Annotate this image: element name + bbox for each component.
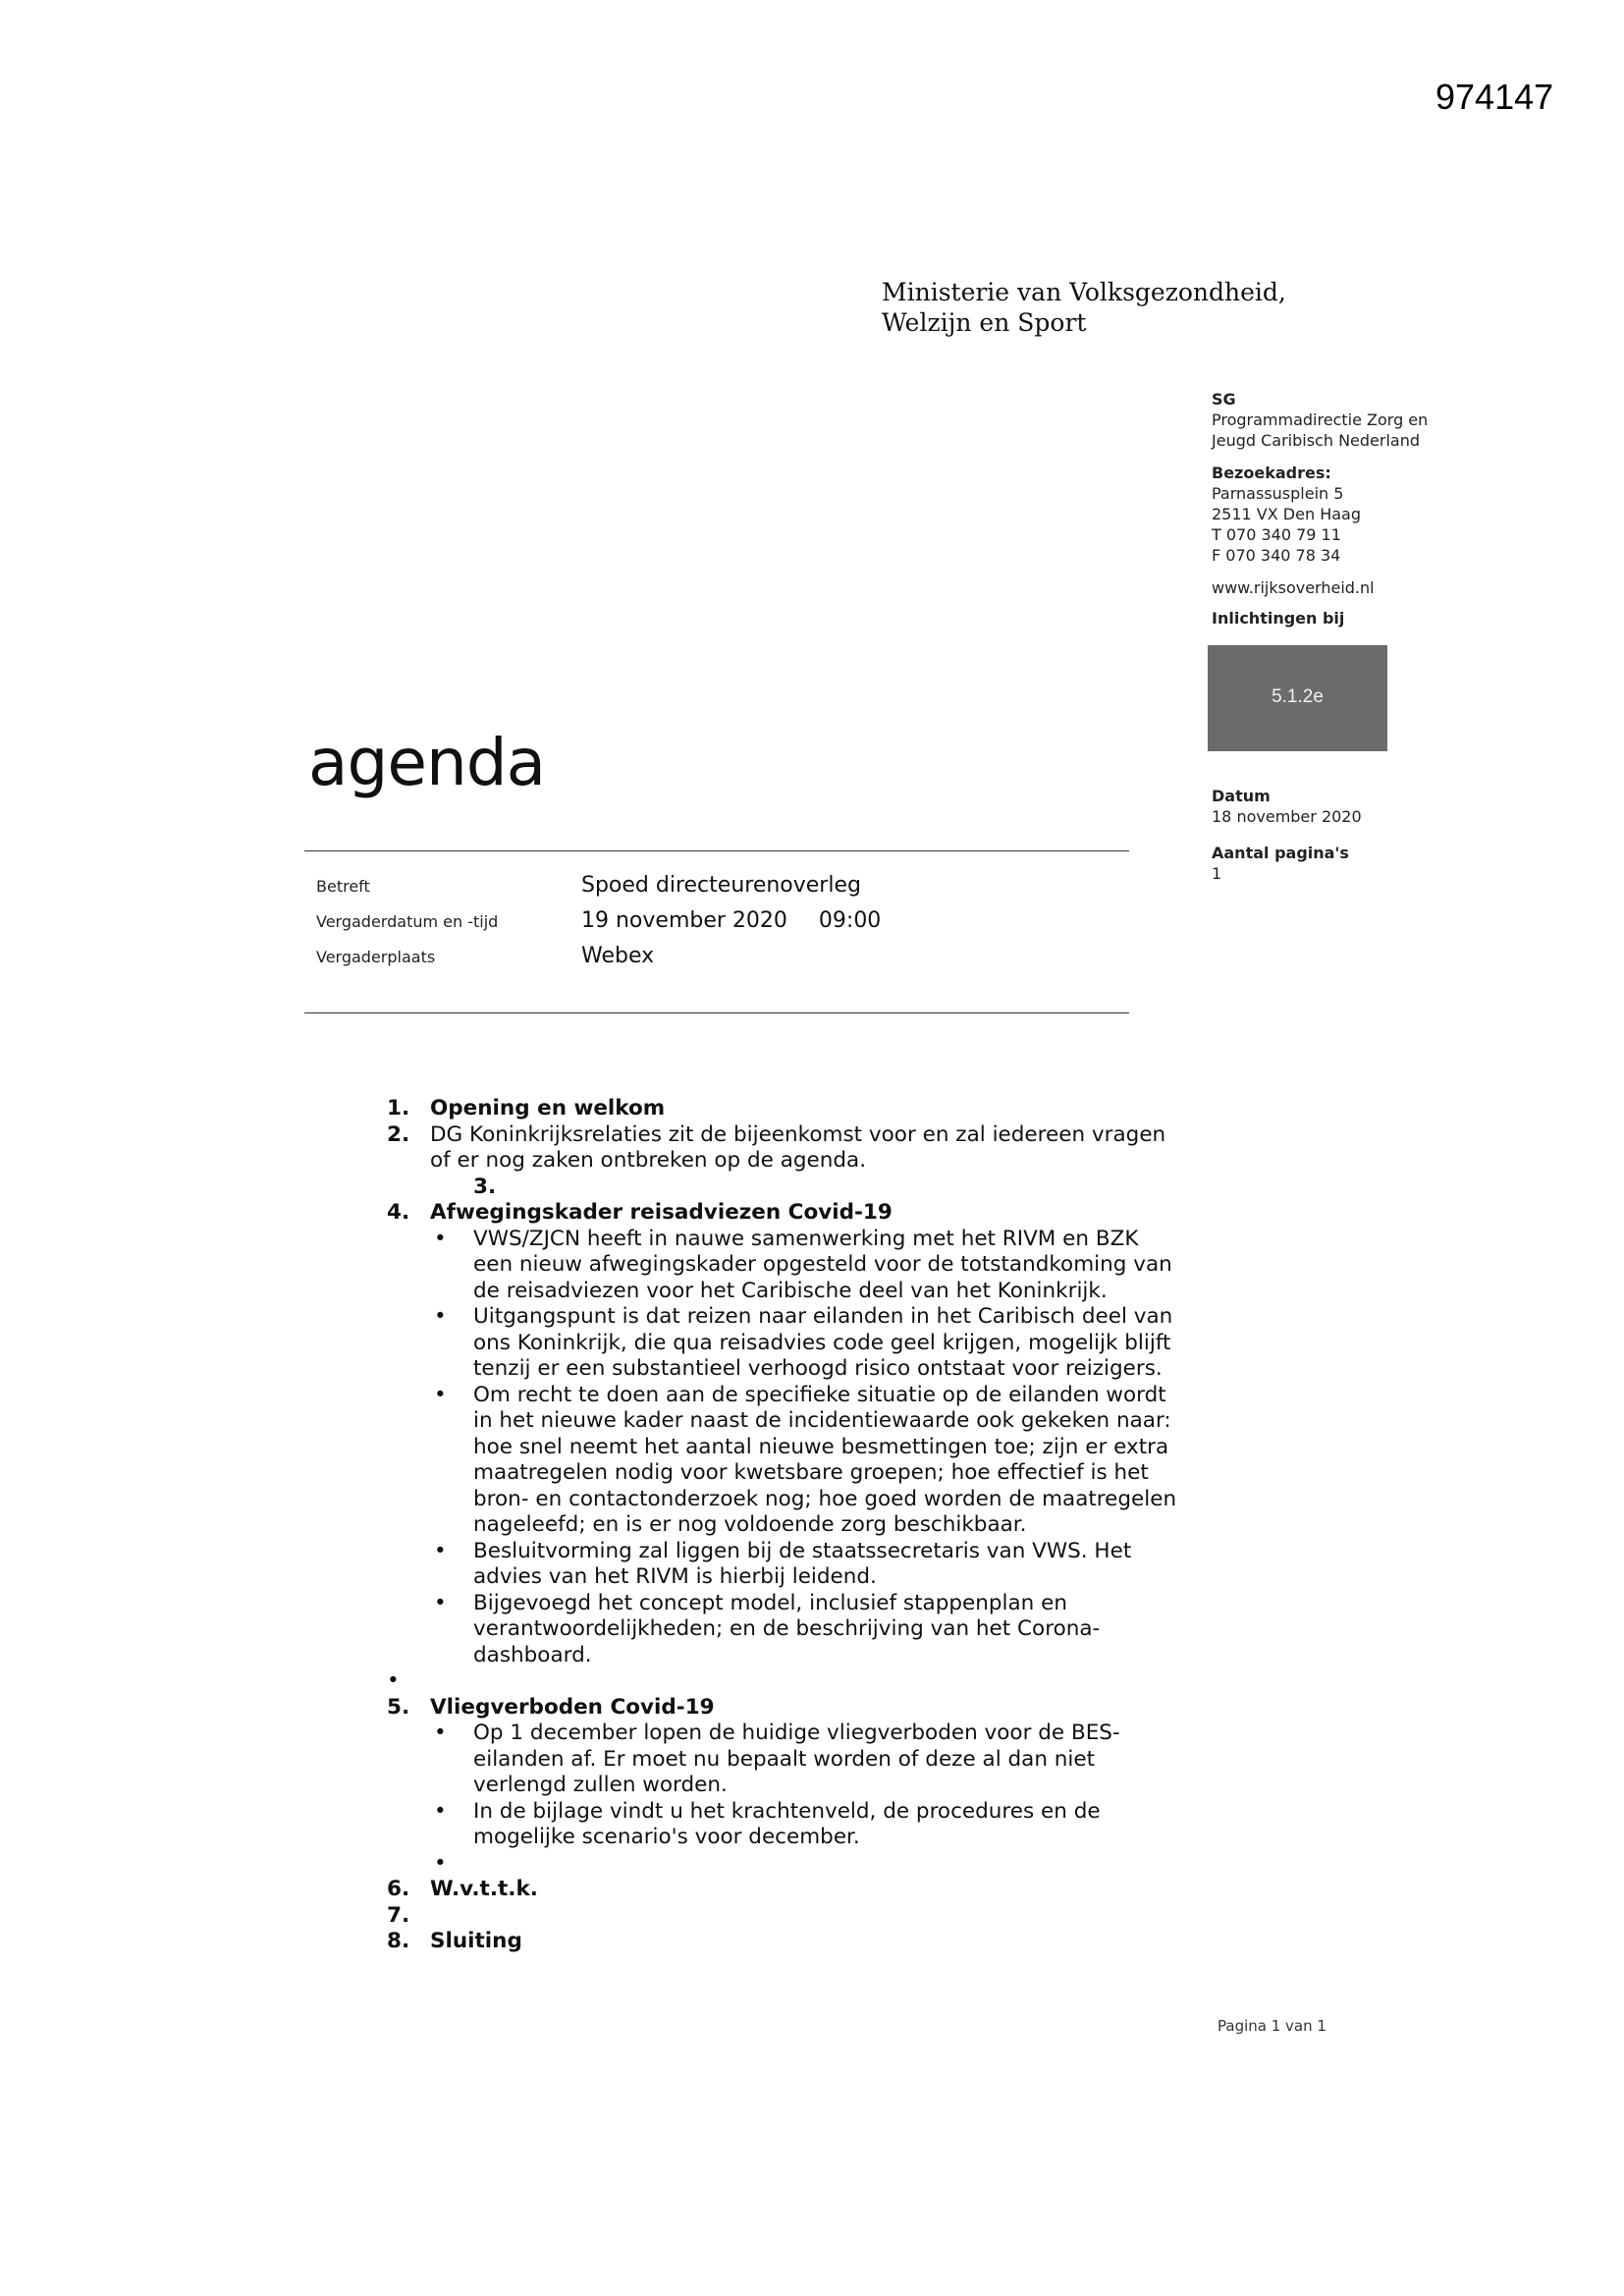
bullet-dot: • — [434, 1590, 447, 1615]
place-value: Webex — [581, 944, 655, 968]
agenda-item-1 — [387, 1096, 1202, 1122]
bullet-text-line: VWS/ZJCN heeft in nauwe samenwerking met het RIVM en BZK — [473, 1226, 1139, 1251]
item-title: W.v.t.t.k. — [430, 1877, 538, 1901]
department-label: SG — [1212, 390, 1236, 409]
agenda-item-6 — [387, 1877, 1202, 1903]
redaction-box — [1208, 645, 1387, 751]
page-footer: Pagina 1 van 1 — [1218, 2017, 1326, 2035]
sender-info — [1212, 389, 1506, 629]
bullet-text-line: Besluitvorming zal liggen bij de staatssecretaris van VWS. Het — [473, 1538, 1132, 1563]
bullet-text-line: Op 1 december lopen de huidige vliegverboden voor de BES- — [473, 1721, 1120, 1745]
bullet-point — [430, 1539, 1202, 1591]
meeting-date: 19 november 2020 — [581, 908, 787, 933]
bullet-text-line: een nieuw afwegingskader opgesteld voor de totstandkoming van — [473, 1252, 1172, 1277]
datetime-row — [316, 908, 881, 944]
item-number: 1. — [387, 1096, 410, 1121]
department — [1212, 389, 1506, 451]
bullet-text-line: In de bijlage vindt u het krachtenveld, de procedures en de — [473, 1798, 1101, 1824]
bullet-dot: • — [434, 1721, 447, 1745]
empty-bullet: • — [387, 1668, 400, 1693]
bullet-point — [430, 1227, 1202, 1305]
agenda-item-7 — [387, 1903, 1202, 1930]
bullet-point — [430, 1799, 1202, 1851]
bottom-divider — [304, 1012, 1129, 1013]
bullet-dot: • — [434, 1798, 447, 1824]
bullet-dot: • — [434, 1538, 447, 1563]
item-title: Vliegverboden Covid-19 — [430, 1694, 715, 1720]
fax-number: F 070 340 78 34 — [1212, 546, 1341, 565]
bullet-point — [430, 1304, 1202, 1383]
bullet-dot: • — [434, 1226, 447, 1251]
pages-value: 1 — [1212, 864, 1222, 883]
meeting-details — [316, 873, 881, 979]
bullet-text-line: bron- en contactonderzoek nog; hoe goed worden de maatregelen — [473, 1486, 1177, 1511]
agenda-item-8 — [387, 1929, 1202, 1955]
page-title: agenda — [308, 725, 546, 800]
phone-number: T 070 340 79 11 — [1212, 525, 1341, 544]
item-number: 7. — [387, 1902, 410, 1928]
agenda-item-3: 3. — [473, 1174, 497, 1199]
item-number: 2. — [387, 1121, 410, 1147]
bullet-text-line: hoe snel neemt het aantal nieuwe besmettingen toe; zijn er extra — [473, 1434, 1169, 1459]
datetime-label: Vergaderdatum en -tijd — [316, 912, 499, 931]
bullet-point — [430, 1591, 1202, 1669]
ministry-line-2: Welzijn en Sport — [882, 308, 1087, 337]
pages-label: Aantal pagina's — [1212, 844, 1349, 862]
ministry-logo-text — [882, 277, 1286, 338]
item-bullets — [430, 1227, 1202, 1669]
website: www.rijksoverheid.nl — [1212, 578, 1375, 597]
address-street: Parnassusplein 5 — [1212, 484, 1344, 503]
place-label: Vergaderplaats — [316, 948, 436, 966]
empty-bullet: • — [434, 1850, 447, 1876]
visit-address — [1212, 463, 1506, 566]
info-label: Inlichtingen bij — [1212, 609, 1345, 628]
department-line-1: Programmadirectie Zorg en — [1212, 410, 1429, 429]
bullet-text-line: verantwoordelijkheden; en de beschrijving van het Corona- — [473, 1616, 1101, 1641]
ministry-line-1: Ministerie van Volksgezondheid, — [882, 278, 1286, 306]
item-title: Sluiting — [430, 1929, 522, 1953]
agenda-item-5 — [387, 1695, 1202, 1878]
agenda-item-2 — [387, 1122, 1202, 1175]
subject-label: Betreft — [316, 877, 370, 896]
item-number: 6. — [387, 1877, 410, 1901]
subject-value: Spoed directeurenoverleg — [581, 873, 861, 898]
bullet-text-line: dashboard. — [473, 1642, 592, 1667]
item-text-line: DG Koninkrijksrelaties zit de bijeenkomst voor en zal iedereen vragen — [430, 1121, 1166, 1147]
address-city: 2511 VX Den Haag — [1212, 505, 1361, 523]
bullet-text-line: mogelijke scenario's voor december. — [473, 1825, 860, 1849]
meeting-time: 09:00 — [818, 908, 882, 933]
date-label: Datum — [1212, 787, 1271, 805]
department-line-2: Jeugd Caribisch Nederland — [1212, 431, 1420, 450]
bullet-text-line: Om recht te doen aan de specifieke situatie op de eilanden wordt — [473, 1382, 1166, 1407]
bullet-text-line: in het nieuwe kader naast de incidentiewaarde ook gekeken naar: — [473, 1408, 1171, 1433]
redaction-code: 5.1.2e — [1272, 686, 1324, 707]
item-title: Opening en welkom — [430, 1096, 666, 1121]
item-title: Afwegingskader reisadviezen Covid-19 — [430, 1200, 893, 1225]
bullet-text-line: tenzij er een substantieel verhoogd risico ontstaat voor reizigers. — [473, 1356, 1163, 1381]
bullet-text-line: maatregelen nodig voor kwetsbare groepen; hoe effectief is het — [473, 1460, 1149, 1485]
bullet-text-line: de reisadviezen voor het Caribische deel van het Koninkrijk. — [473, 1278, 1108, 1303]
bullet-dot: • — [434, 1382, 447, 1407]
bullet-text-line: eilanden af. Er moet nu bepaalt worden of deze al dan niet — [473, 1746, 1096, 1772]
bullet-text-line: verlengd zullen worden. — [473, 1773, 728, 1797]
agenda-item-4 — [387, 1200, 1202, 1668]
item-number: 5. — [387, 1694, 410, 1720]
place-row — [316, 944, 881, 979]
item-number: 4. — [387, 1200, 410, 1225]
item-bullets — [430, 1721, 1202, 1851]
top-divider — [304, 850, 1129, 851]
bullet-point — [430, 1721, 1202, 1799]
item-number: 8. — [387, 1929, 410, 1953]
datetime-value — [581, 908, 881, 933]
bullet-text-line: ons Koninkrijk, die qua reisadvies code geel krijgen, mogelijk blijft — [473, 1330, 1171, 1355]
date-pages-info — [1212, 786, 1362, 900]
bullet-text-line: Bijgevoegd het concept model, inclusief stappenplan en — [473, 1590, 1067, 1615]
bullet-point — [430, 1383, 1202, 1539]
bullet-dot: • — [434, 1304, 447, 1329]
date-value: 18 november 2020 — [1212, 807, 1362, 826]
visit-address-label: Bezoekadres: — [1212, 464, 1331, 482]
bullet-text-line: advies van het RIVM is hierbij leidend. — [473, 1564, 877, 1589]
bullet-text-line: nageleefd; en is er nog voldoende zorg beschikbaar. — [473, 1512, 1027, 1537]
subject-row — [316, 873, 881, 908]
agenda-list — [387, 1096, 1202, 1955]
item-text-line: of er nog zaken ontbreken op de agenda. — [430, 1148, 867, 1173]
bullet-text-line: Uitgangspunt is dat reizen naar eilanden in het Caribisch deel van — [473, 1304, 1173, 1329]
document-number: 974147 — [1435, 77, 1554, 117]
